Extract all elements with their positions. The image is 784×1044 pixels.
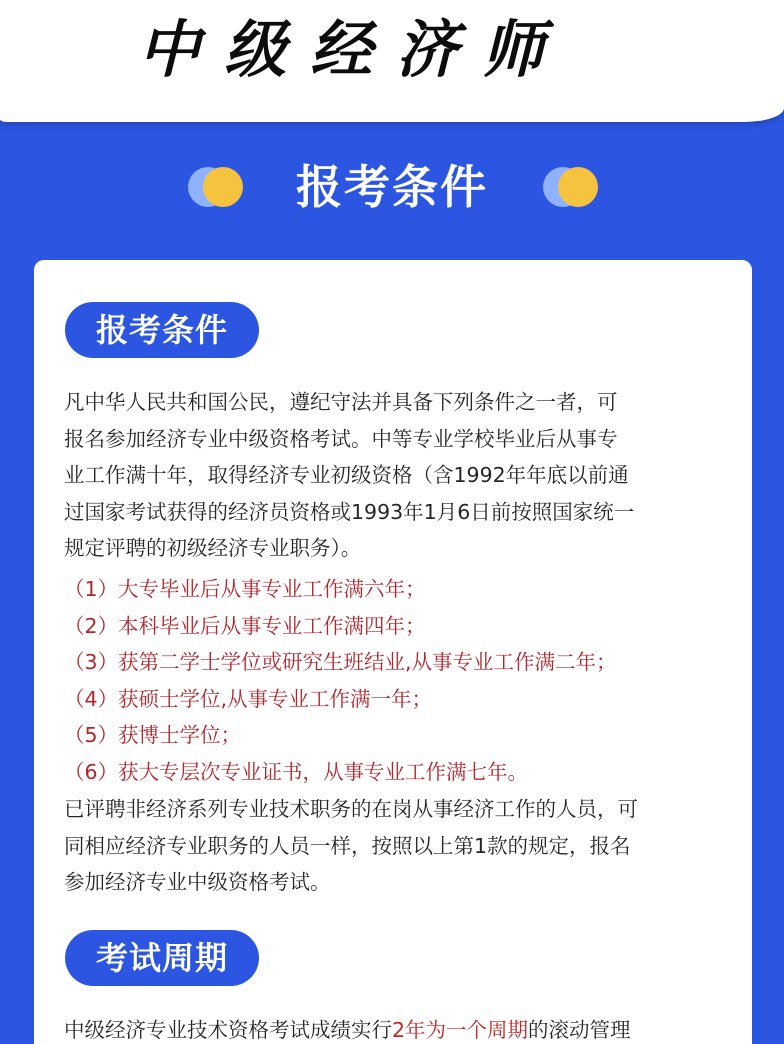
condition-item: （2）本科毕业后从事专业工作满四年； xyxy=(64,613,426,638)
condition-item: （3）获第二学士学位或研究生班结业,从事专业工作满二年； xyxy=(64,650,617,675)
cycle-text-after: 的滚动管理 xyxy=(528,1018,631,1042)
conditions-heading: 报考条件 xyxy=(65,302,259,358)
tail-line: 同相应经济专业职务的人员一样，按照以上第1款的规定，报名 xyxy=(64,833,631,858)
decorative-dots-left xyxy=(188,167,244,207)
condition-item: （5）获博士学位； xyxy=(64,723,242,748)
section-header xyxy=(0,140,784,240)
intro-line: 业工作满十年，取得经济专业初级资格（含1992年年底以前通 xyxy=(64,463,629,488)
intro-line: 规定评聘的初级经济专业职务）。 xyxy=(64,536,362,561)
intro-line: 报名参加经济专业中级资格考试。中等专业学校毕业后从事专 xyxy=(64,426,618,451)
conditions-tail xyxy=(64,791,734,901)
yellow-circle-icon xyxy=(558,167,598,207)
title-banner xyxy=(0,0,784,122)
intro-line: 凡中华人民共和国公民，遵纪守法并具备下列条件之一者，可 xyxy=(64,390,618,414)
header-title: 报考条件 xyxy=(296,160,488,214)
cycle-text xyxy=(64,1012,734,1044)
condition-item: （1）大专毕业后从事专业工作满六年； xyxy=(64,577,426,601)
condition-item: （6）获大专层次专业证书，从事专业工作满七年。 xyxy=(64,759,529,784)
cycle-line xyxy=(64,1012,734,1044)
conditions-list xyxy=(64,571,734,791)
tail-line: 参加经济专业中级资格考试。 xyxy=(64,870,331,895)
yellow-circle-icon xyxy=(203,167,243,207)
cycle-text-before: 中级经济专业技术资格考试成绩实行 xyxy=(64,1018,392,1042)
intro-line: 过国家考试获得的经济员资格或1993年1月6日前按照国家统一 xyxy=(64,499,635,524)
tail-line: 已评聘非经济系列专业技术职务的在岗从事经济工作的人员，可 xyxy=(64,797,638,821)
page-title: 中级经济师 xyxy=(138,13,569,86)
content-card xyxy=(34,260,752,1044)
cycle-highlight: 2年为一个周期 xyxy=(392,1018,529,1042)
cycle-heading: 考试周期 xyxy=(65,930,259,986)
conditions-intro xyxy=(64,384,734,567)
condition-item: （4）获硕士学位,从事专业工作满一年； xyxy=(64,686,433,711)
decorative-dots-right xyxy=(543,167,599,207)
